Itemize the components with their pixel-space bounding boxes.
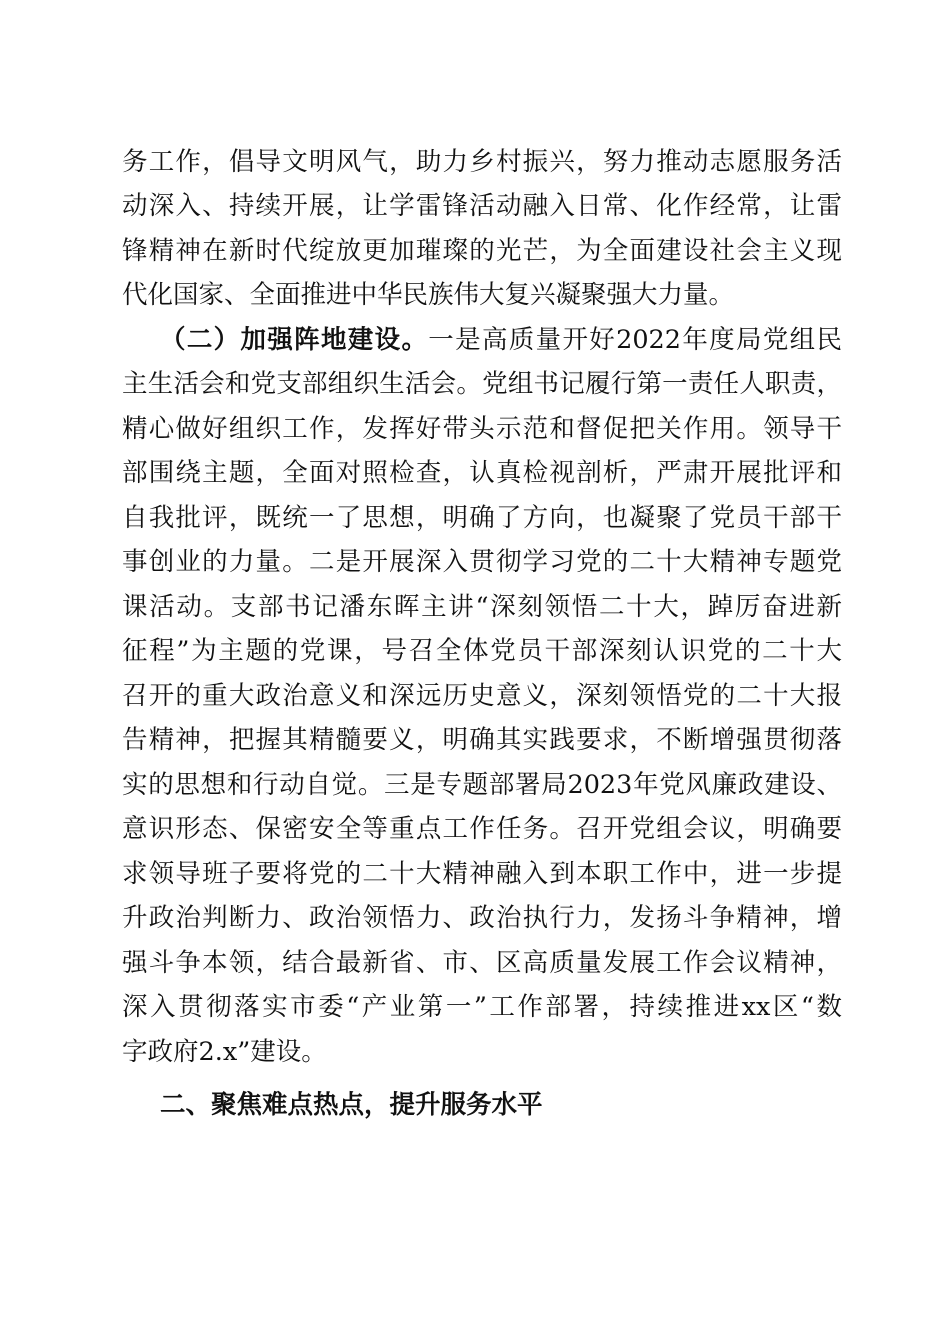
paragraph-line: 告精神，把握其精髓要义，明确其实践要求，不断增强贯彻落: [122, 725, 842, 755]
paragraph-line: 深入贯彻落实市委“产业第一”工作部署，持续推进xx区“数: [122, 992, 842, 1022]
paragraph-line: 字政府2.x”建设。: [122, 1037, 327, 1067]
paragraph-line: 课活动。支部书记潘东晖主讲“深刻领悟二十大，踔厉奋进新: [122, 592, 842, 622]
paragraph-line: 代化国家、全面推进中华民族伟大复兴凝聚强大力量。: [122, 280, 735, 310]
paragraph-line: 部围绕主题，全面对照检查，认真检视剖析，严肃开展批评和: [122, 458, 842, 488]
section-heading: 二、聚焦难点热点，提升服务水平: [160, 1090, 543, 1120]
paragraph-line: 召开的重大政治意义和深远历史意义，深刻领悟党的二十大报: [122, 681, 842, 711]
paragraph-line: 事创业的力量。二是开展深入贯彻学习党的二十大精神专题党: [122, 547, 842, 577]
paragraph-text: 一是高质量开好2022年度局党组民: [428, 325, 842, 355]
subheading: （二）加强阵地建设。: [160, 325, 429, 355]
paragraph-line: 动深入、持续开展，让学雷锋活动融入日常、化作经常，让雷: [122, 191, 842, 221]
paragraph-line: 求领导班子要将党的二十大精神融入到本职工作中，进一步提: [122, 859, 842, 889]
paragraph-line: 意识形态、保密安全等重点工作任务。召开党组会议，明确要: [122, 814, 842, 844]
paragraph-line: 主生活会和党支部组织生活会。党组书记履行第一责任人职责，: [122, 369, 842, 399]
paragraph-line: 升政治判断力、政治领悟力、政治执行力，发扬斗争精神，增: [122, 903, 842, 933]
paragraph-line: 实的思想和行动自觉。三是专题部署局2023年党风廉政建设、: [122, 770, 842, 800]
paragraph-line: 务工作，倡导文明风气，助力乡村振兴，努力推动志愿服务活: [122, 147, 842, 177]
paragraph-line: 强斗争本领，结合最新省、市、区高质量发展工作会议精神，: [122, 948, 842, 978]
paragraph-line: 自我批评，既统一了思想，明确了方向，也凝聚了党员干部干: [122, 503, 842, 533]
paragraph-first-line: [160, 318, 842, 362]
paragraph-line: 锋精神在新时代绽放更加璀璨的光芒，为全面建设社会主义现: [122, 236, 842, 266]
paragraph-line: 征程”为主题的党课，号召全体党员干部深刻认识党的二十大: [122, 636, 842, 666]
paragraph-line: 精心做好组织工作，发挥好带头示范和督促把关作用。领导干: [122, 414, 842, 444]
